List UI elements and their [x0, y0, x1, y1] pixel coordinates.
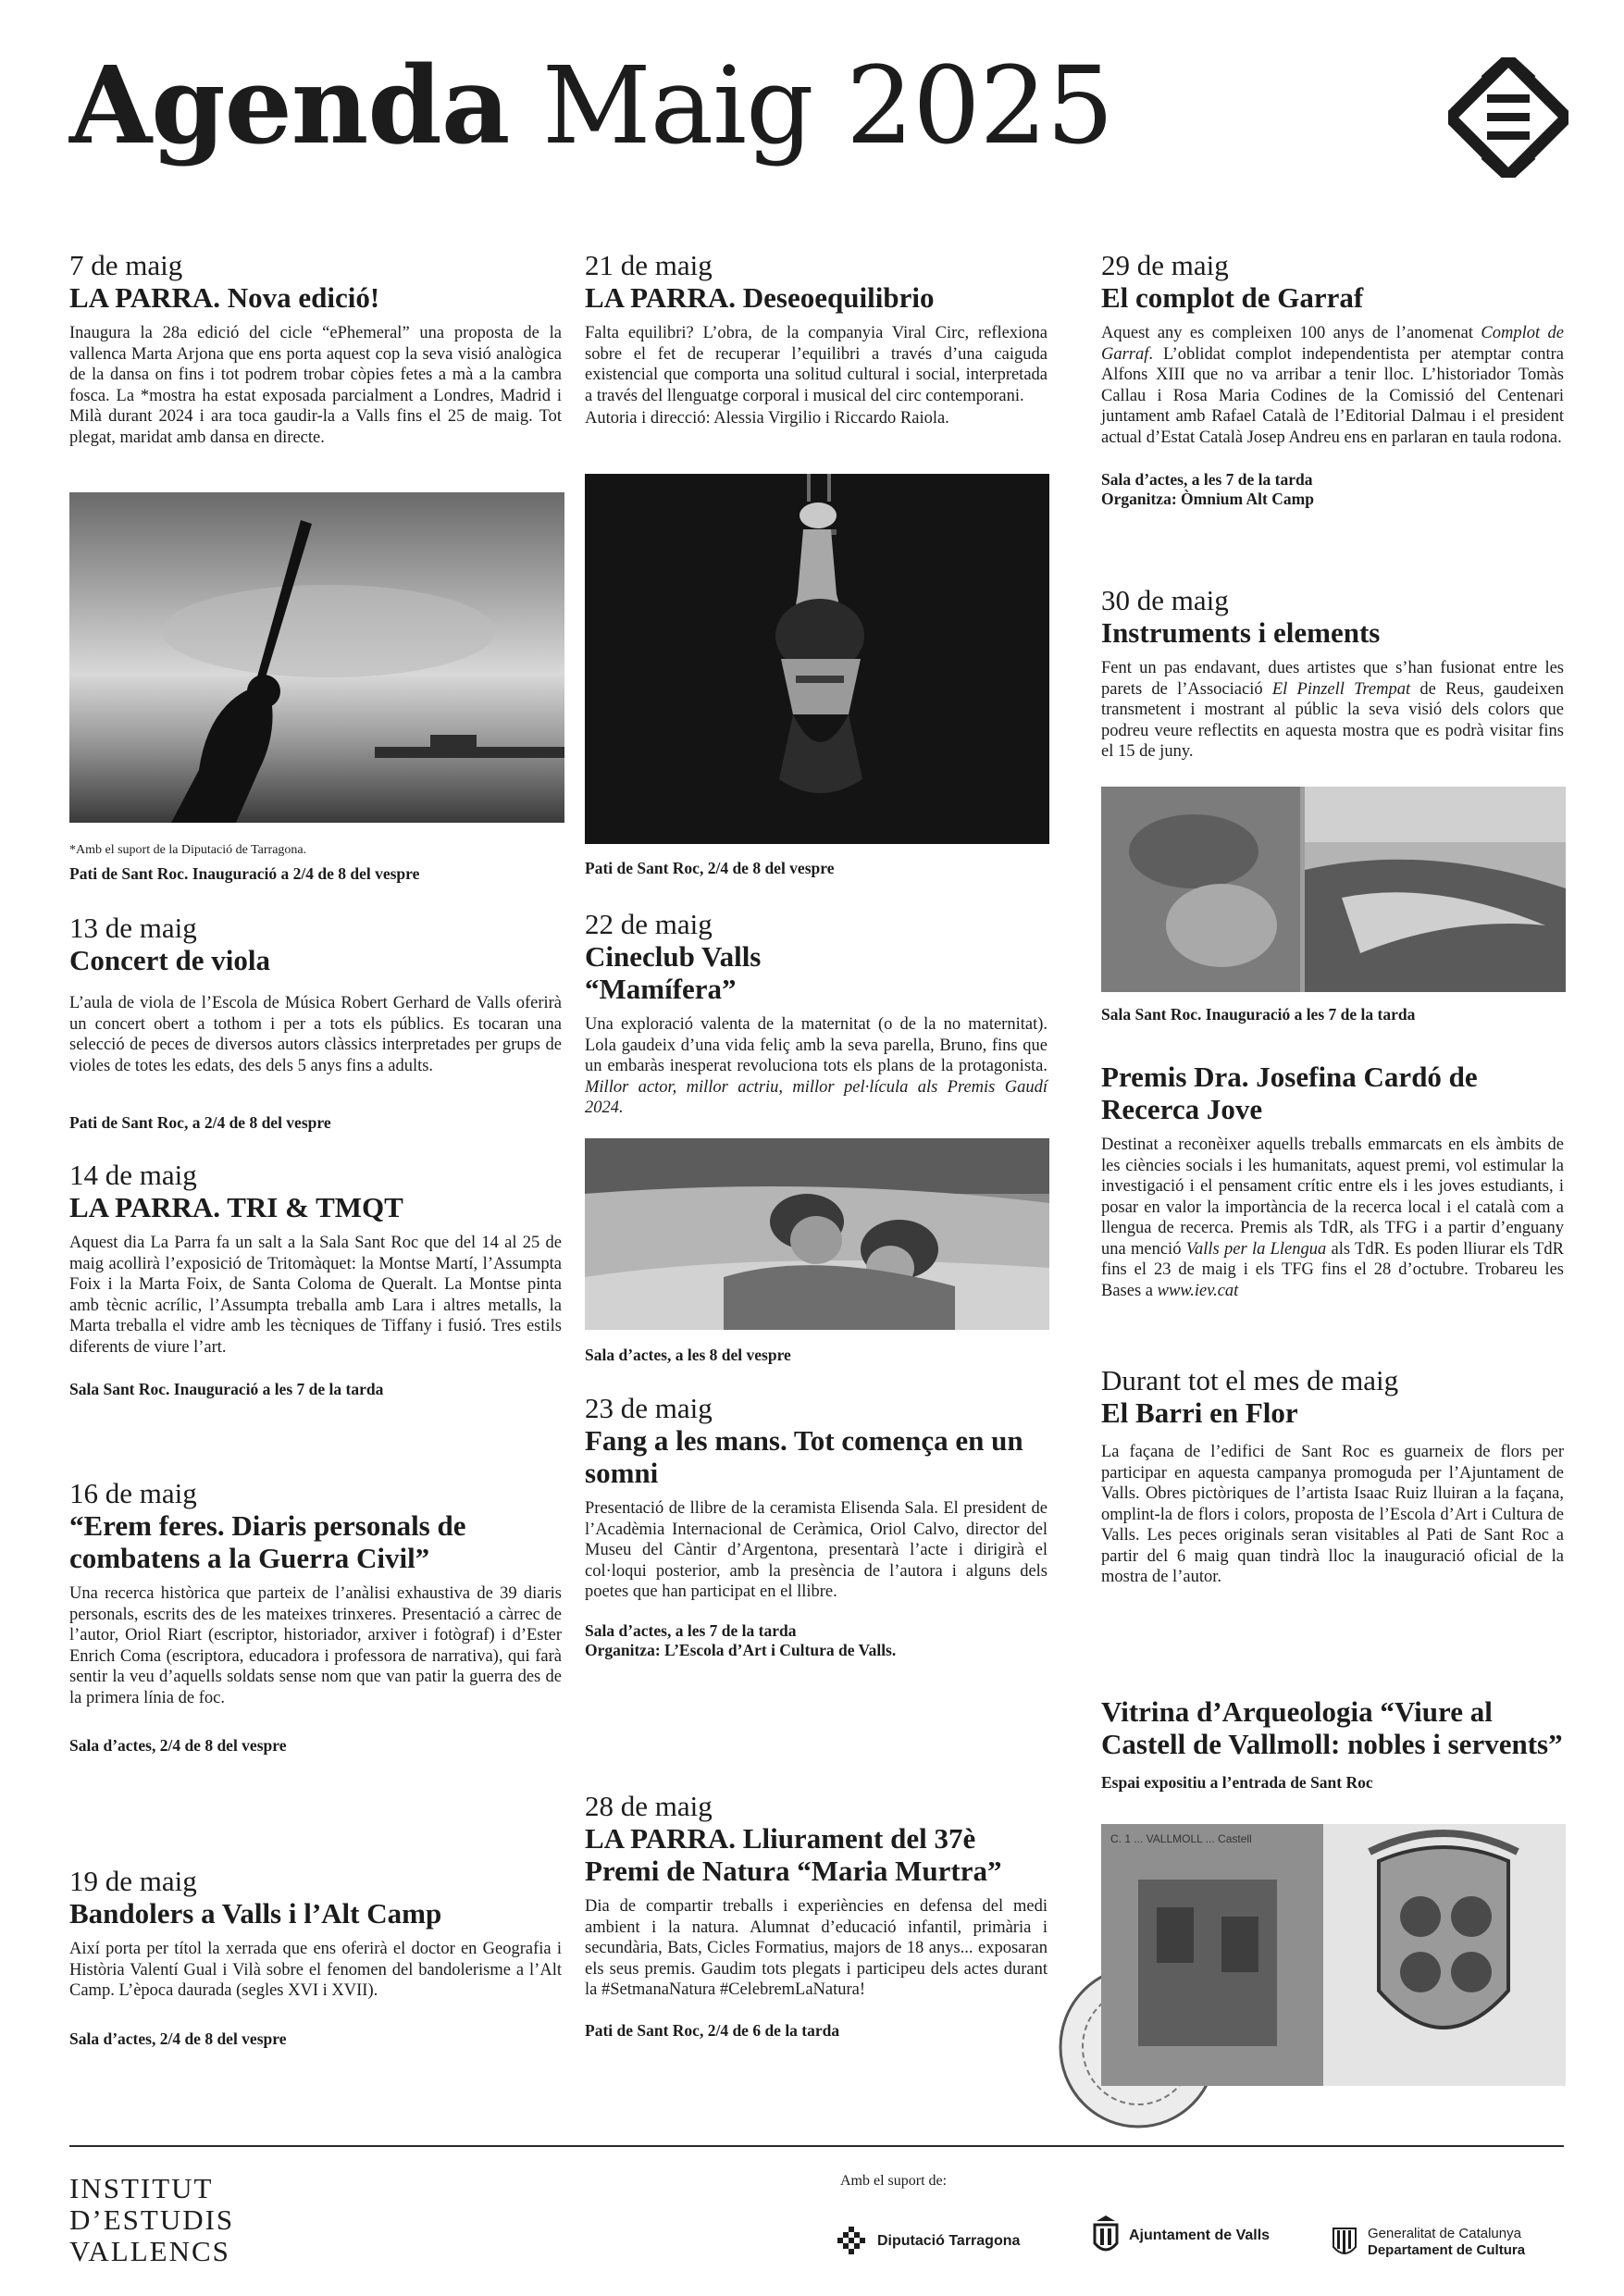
event-description: Aquest dia La Parra fa un salt a la Sala Sant Roc que del 14 al 25 de maig acollirà l’exposició de Tritomàquet: la Montse Martí, l’Assumpta Foix i la Marta Foix, de Santa Coloma de Queralt. La Montse pinta amb tècnic acrílic, l’Assumpta treballa amb Lara i altres metalls, la Marta treballa el vidre amb les tècniques de Tiffany i fusió. Tres estils diferents de viure l’art. [69, 1234, 562, 1357]
event-venue: Pati de Sant Roc, a 2/4 de 8 del vespre [69, 1113, 331, 1132]
event-venue: Sala Sant Roc. Inauguració a les 7 de la tarda [1101, 1005, 1416, 1024]
event-description: Falta equilibri? L’obra, de la companyia Viral Circ, reflexiona sobre el fet de recuperar l’equilibri a través d’una caiguda existencial que comporta una solitud cultural i social, interpretada a través del llenguatge corporal i musical del circ contemporani. [585, 324, 1048, 405]
desc-part-a: Aquest any es compleixen 100 anys de l’anomenat [1101, 324, 1481, 342]
event-title: El complot de Garraf [1101, 281, 1364, 314]
generalitat-text [1368, 2226, 1525, 2259]
event-venue: Sala d’actes, a les 8 del vespre [585, 1346, 791, 1364]
event-venue: Sala d’actes, a les 7 de la tarda [585, 1620, 797, 1640]
support-label: Amb el suport de: [840, 2173, 948, 2189]
event-title: Bandolers a Valls i l’Alt Camp [69, 1897, 442, 1930]
event-title: LA PARRA. Nova edició! [69, 281, 380, 314]
event-30-maig [1101, 585, 1564, 763]
event-vitrina-arqueologia [1101, 1695, 1564, 1793]
title-bold: Agenda [69, 43, 510, 168]
event-premis-cardo [1101, 1061, 1564, 1301]
sponsor-generalitat [1331, 2225, 1525, 2260]
diputacio-crest-icon [835, 2225, 868, 2258]
acrobat-photo [585, 474, 1049, 844]
event-description: L’aula de viola de l’Escola de Música Robert Gerhard de Valls oferirà un concert obert a tothom i per a tots els públics. Es tocaran una selecció de peces de diversos autors clàssics interpretades per grups de violes de totes les edats, des dels 5 anys fins a adults. [69, 994, 562, 1075]
desc-part-a: Destinat a reconèixer aquells treballs emmarcats en els àmbits de les ciències socials i les humanitats, aquest premi, vol estimular la investigació i el pensament crític entre els i les joves estudiants, i posar en valor la importància de la recerca local i el català com a llengua de recerca. Premis als TdR, als TFG i a partir d’enguany una menció [1101, 1136, 1564, 1259]
desc-part-a: Fent un pas endavant, dues artistes que s’han fusionat entre les parets de l’Associació [1101, 659, 1564, 699]
event-title: “Erem feres. Diaris personals de combatens a la Guerra Civil” [69, 1509, 466, 1574]
event-title: Cineclub Valls “Mamífera” [585, 940, 762, 1005]
event-venue: Pati de Sant Roc, 2/4 de 6 de la tarda [585, 2020, 840, 2040]
event-22-maig [585, 909, 1048, 1119]
event-date: 29 de maig [1101, 249, 1229, 281]
event-date: 13 de maig [69, 912, 197, 944]
event-venue: Sala Sant Roc. Inauguració a les 7 de la tarda [69, 1380, 384, 1398]
event-date: 22 de maig [585, 908, 713, 940]
institute-line: INSTITUT [69, 2172, 214, 2204]
castle-shield-photo [1101, 1824, 1566, 2086]
website-link[interactable]: www.iev.cat [1157, 1281, 1239, 1300]
event-14-maig [69, 1160, 562, 1399]
event-venue: Sala d’actes, a les 7 de la tarda [1101, 470, 1313, 489]
ajuntament-name: Ajuntament de Valls [1129, 2228, 1271, 2243]
event-organizer: Organitza: L’Escola d’Art i Cultura de Valls. [585, 1640, 897, 1659]
desc-part-b: de Reus, gaudeixen transmetent i mostrant al públic la seva visió dels colors que podreu veure reflectits en aquesta mostra que es podrà visitar fins el 15 de juny. [1101, 679, 1564, 761]
generalitat-line-1: Generalitat de Catalunya [1368, 2226, 1521, 2241]
event-description [1101, 658, 1564, 763]
event-awards: Millor actor, millor actriu, millor pel·lícula als Premis Gaudí 2024. [585, 1077, 1048, 1117]
photo-caption: C. 1 ... VALLMOLL ... Castell [1110, 1832, 1252, 1845]
event-description: Presentació de llibre de la ceramista Elisenda Sala. El president de l’Acadèmia Internacional de Ceràmica, Oriol Calvo, director del Museu del Càntir d’Argentona, presentarà l’acte i dirigirà el col·loqui posterior, amb la presència de l’autora i alguns dels poetes que han participat en el llibre. [585, 1499, 1048, 1601]
institute-wordmark [69, 2173, 234, 2267]
event-29-maig [1101, 250, 1564, 509]
event-13-maig [69, 912, 562, 1133]
event-barri-en-flor [1101, 1365, 1564, 1588]
sponsor-diputacio [835, 2225, 1020, 2258]
desc-part-b: . L’oblidat complot independentista per atemptar contra Alfons XIII que no va arribar a tenir lloc. L’historiador Tomàs Callau i Rosa Maria Codines de la Comissió del Centenari juntament amb Rafael Català de l’Editorial Dalmau i el president actual d’Estat Català Josep Andreu ens en parlaran en taula rodona. [1101, 344, 1564, 447]
event-date: 23 de maig [585, 1392, 713, 1424]
event-footnote: *Amb el suport de la Diputació de Tarragona. [69, 843, 307, 857]
generalitat-line-2: Departament de Cultura [1368, 2242, 1526, 2258]
event-title: Vitrina d’Arqueologia “Viure al Castell de Vallmoll: nobles i servents” [1101, 1695, 1563, 1760]
event-date: 21 de maig [585, 249, 713, 281]
event-title: Premis Dra. Josefina Cardó de Recerca Jove [1101, 1061, 1478, 1125]
event-date: 14 de maig [69, 1159, 197, 1191]
event-title: LA PARRA. TRI & TMQT [69, 1191, 403, 1223]
event-date: 7 de maig [69, 249, 183, 281]
event-date: 28 de maig [585, 1790, 713, 1822]
institute-line: VALLENCS [69, 2235, 230, 2267]
event-date: 30 de maig [1101, 584, 1229, 616]
event-title: Concert de viola [69, 944, 270, 976]
event-venue: Sala d’actes, 2/4 de 8 del vespre [69, 2029, 287, 2048]
paintings-photo [1101, 787, 1566, 992]
event-organizer: Organitza: Òmnium Alt Camp [1101, 490, 1314, 508]
dancer-photo [69, 492, 564, 823]
event-title: Fang a les mans. Tot comença en un somni [585, 1424, 1023, 1489]
sponsor-ajuntament [1092, 2214, 1270, 2258]
footer-divider [69, 2145, 1564, 2147]
event-date: 19 de maig [69, 1865, 197, 1897]
event-description [1101, 1135, 1564, 1301]
event-title: LA PARRA. Lliurament del 37è Premi de Natura “Maria Murtra” [585, 1822, 1002, 1887]
event-description [1101, 323, 1564, 448]
event-title: LA PARRA. Deseoequilibrio [585, 281, 935, 314]
event-28-maig [585, 1791, 1048, 2041]
event-description: La façana de l’edifici de Sant Roc es guarneix de flors per participar en aquesta campanya promoguda per l’Ajuntament de Valls. Obres pictòriques de l’artista Isaac Ruiz lluiran a la façana, omplint-la de flors i colors, proposta de l’Escola d’Art i Cultura de Valls. Les peces originals seran visitables al Pati de Sant Roc a partir del 6 maig quan tindrà lloc la inauguració oficial de la mostra de l’autor. [1101, 1443, 1564, 1586]
desc-italic: Complot de Garraf [1101, 324, 1564, 364]
event-description: Així porta per títol la xerrada que ens oferirà el doctor en Geografia i Història Valentí Gual i Vilà sobre el fenomen del bandolerisme a l’Alt Camp. L’època daurada (segles XVI i XVII). [69, 1940, 562, 2000]
event-19-maig [69, 1866, 562, 2049]
desc-italic: El Pinzell Trempat [1271, 679, 1411, 699]
couple-photo [585, 1138, 1049, 1330]
event-date: Durant tot el mes de maig [1101, 1364, 1399, 1396]
diputacio-name: Diputació Tarragona [877, 2233, 1021, 2249]
valls-crest-icon [1092, 2214, 1120, 2258]
event-date: 16 de maig [69, 1477, 197, 1509]
iev-logo-icon [1448, 57, 1568, 178]
event-description: Inaugura la 28a edició del cicle “ePhemeral” una proposta de la vallenca Marta Arjona que ens porta aquest cop la seva visió analògica de la dansa on fins i tot podrem trobar còpies fetes a mà a la cambra fosca. La *mostra ha estat exposada parcialment a Londres, Madrid i Milà durant 2024 i ara toca gaudir-la a Valls fins el 25 de maig. Tot plegat, maridat amb dansa en directe. [69, 324, 562, 447]
desc-part-b: als TdR. Es poden lliurar els TdR fins el 23 de maig i els TFG fins el 28 d’octubre. Trobareu les Bases a [1101, 1239, 1564, 1300]
event-venue: Sala d’actes, 2/4 de 8 del vespre [69, 1736, 287, 1755]
event-venue: Pati de Sant Roc, 2/4 de 8 del vespre [585, 859, 835, 877]
page-title [69, 43, 1113, 168]
event-venue: Pati de Sant Roc. Inauguració a 2/4 de 8 del vespre [69, 864, 420, 883]
event-23-maig [585, 1393, 1048, 1660]
title-month: Maig 2025 [541, 44, 1113, 168]
generalitat-emblem-icon [1331, 2225, 1358, 2260]
event-description: Dia de compartir treballs i experiències en defensa del medi ambient i la natura. Alumnat d’educació infantil, primària i secundària, Bats, Cicles Formatius, majors de 18 anys... exposaran els seus premis. Gaudim tots plegats i participeu dels actes durant la #SetmanaNatura #CelebremLaNatura! [585, 1897, 1048, 1999]
event-title: El Barri en Flor [1101, 1396, 1298, 1429]
event-16-maig [69, 1478, 562, 1756]
event-description: Una recerca històrica que parteix de l’anàlisi exhaustiva de 39 diaris personals, escrits des de les mateixes trinxeres. Presentació a càrrec de l’autor, Oriol Riart (escriptor, historiador, arxiver i fotògraf) i d’Ester Enrich Coma (escriptora, educadora i professora de narrativa), qui farà sentir la veu d’aquells soldats sense nom que van patir la guerra des de la primera línia de foc. [69, 1584, 562, 1707]
event-venue: Espai expositiu a l’entrada de Sant Roc [1101, 1773, 1373, 1792]
institute-line: D’ESTUDIS [69, 2203, 235, 2236]
event-21-maig [585, 250, 1048, 429]
event-7-maig [69, 250, 562, 448]
event-description-text: Una exploració valenta de la maternitat (o de la no maternitat). Lola gaudeix d’una vida feliç amb la seva parella, Bruno, fins que un embaràs inesperat revoluciona tots els plans de la protagonista. [585, 1015, 1048, 1075]
event-credit: Autoria i direcció: Alessia Virgilio i Riccardo Raiola. [585, 409, 949, 428]
event-title: Instruments i elements [1101, 616, 1381, 649]
event-description [585, 1014, 1048, 1119]
desc-italic: Valls per la Llengua [1185, 1239, 1327, 1259]
